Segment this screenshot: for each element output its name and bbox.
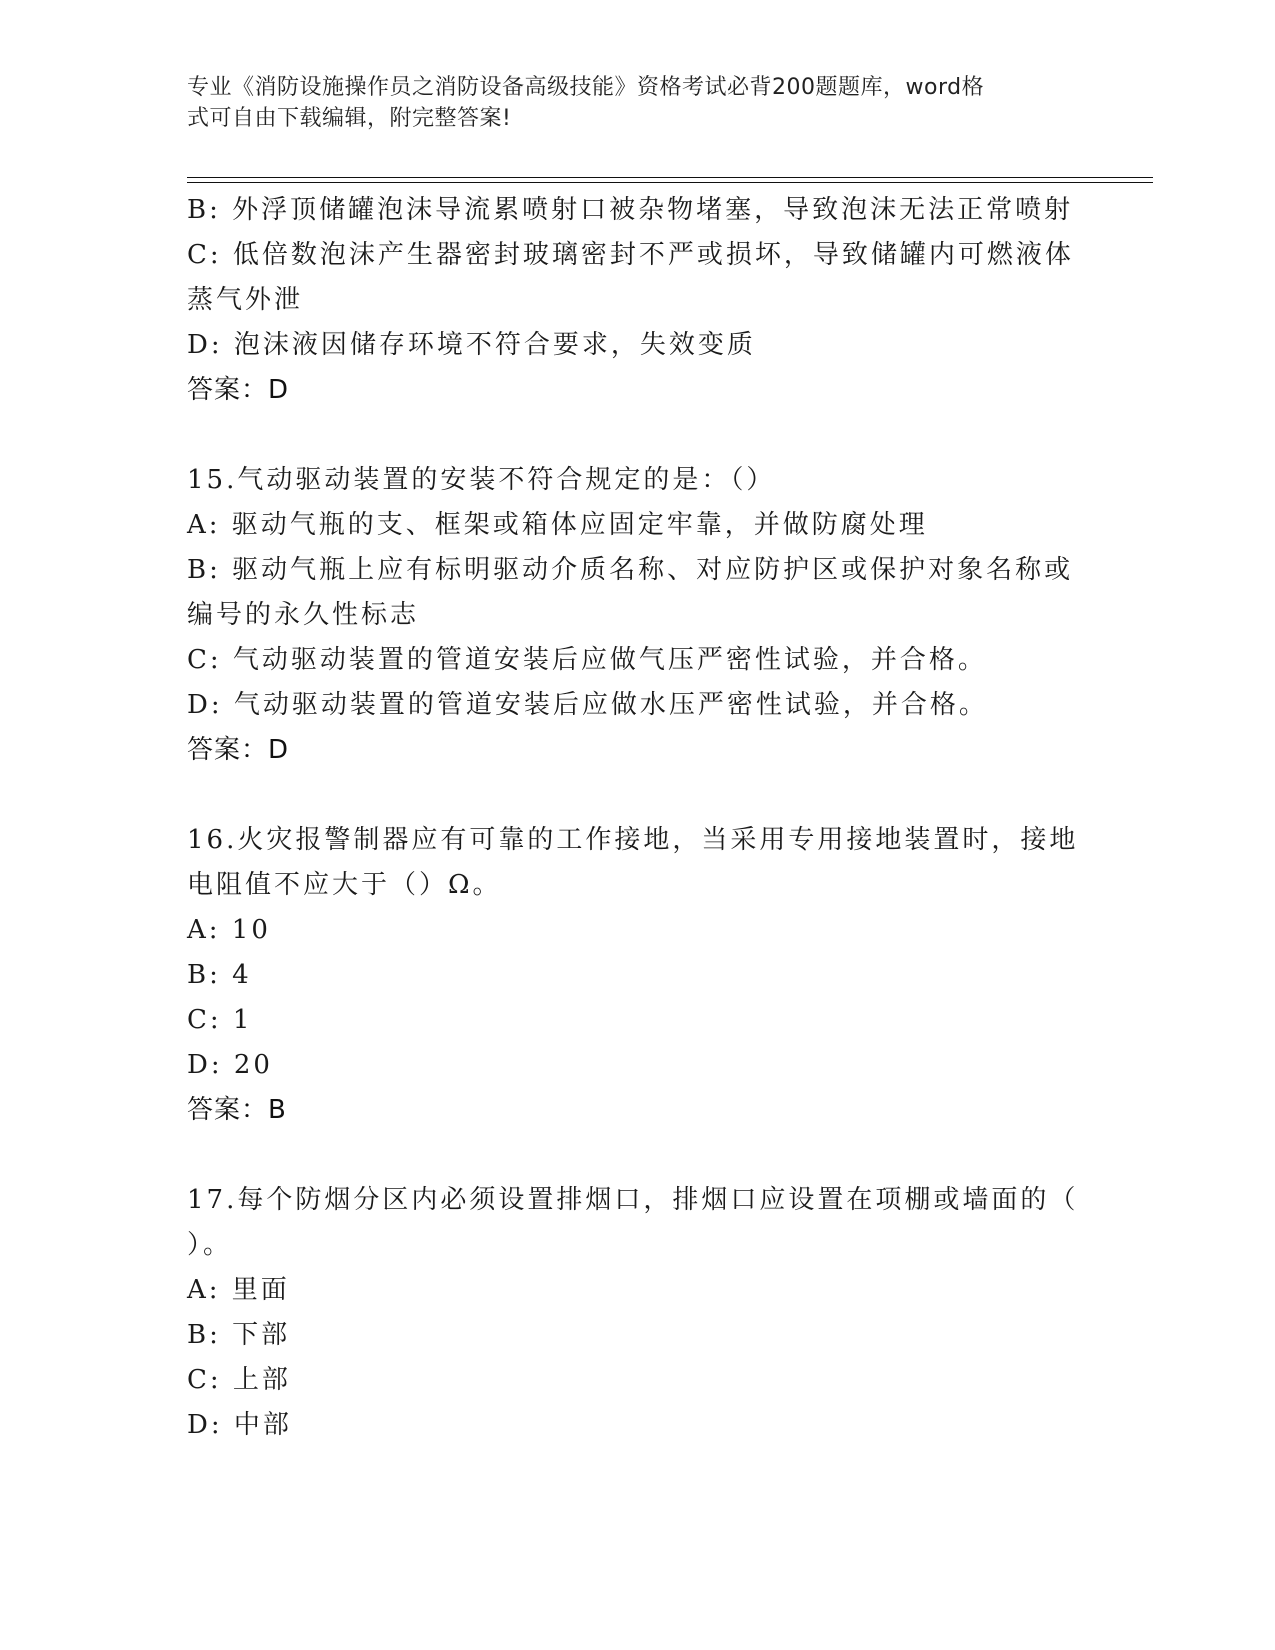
q16-answer: 答案：B <box>187 1095 287 1125</box>
q14-answer: 答案：D <box>187 375 290 405</box>
q17-option-b: B: 下部 <box>187 1320 291 1350</box>
q17-option-d: D: 中部 <box>187 1410 292 1440</box>
q15-option-a: A: 驱动气瓶的支、框架或箱体应固定牢靠，并做防腐处理 <box>187 510 928 540</box>
question-17 <box>187 1178 1087 1448</box>
q17-option-c: C: 上部 <box>187 1365 291 1395</box>
spacer <box>187 773 1087 818</box>
q14-option-c-line-2: 蒸气外泄 <box>187 285 304 315</box>
q15-answer: 答案：D <box>187 735 290 765</box>
q16-stem-line-1: 16.火灾报警制器应有可靠的工作接地，当采用专用接地装置时，接地 <box>187 825 1079 855</box>
question-14-tail <box>187 188 1087 413</box>
header-divider-bottom <box>187 182 1153 183</box>
q17-stem-line-1: 17.每个防烟分区内必须设置排烟口，排烟口应设置在项棚或墙面的（ <box>187 1185 1079 1215</box>
page-header <box>187 72 1067 134</box>
q16-option-d: D: 20 <box>187 1050 273 1080</box>
q16-option-b: B: 4 <box>187 960 252 990</box>
q15-option-b-line-1: B: 驱动气瓶上应有标明驱动介质名称、对应防护区或保护对象名称或 <box>187 555 1074 585</box>
q15-option-c: C: 气动驱动装置的管道安装后应做气压严密性试验，并合格。 <box>187 645 987 675</box>
q14-option-b: B: 外浮顶储罐泡沫导流累喷射口被杂物堵塞，导致泡沫无法正常喷射 <box>187 195 1074 225</box>
q16-option-c: C: 1 <box>187 1005 253 1035</box>
header-line-2: 式可自由下载编辑，附完整答案! <box>187 106 512 131</box>
q15-option-d: D: 气动驱动装置的管道安装后应做水压严密性试验，并合格。 <box>187 690 988 720</box>
question-content <box>187 188 1087 1448</box>
q16-stem-line-2: 电阻值不应大于（）Ω。 <box>187 870 502 900</box>
q14-option-c-line-1: C: 低倍数泡沫产生器密封玻璃密封不严或损坏，导致储罐内可燃液体 <box>187 240 1074 270</box>
header-divider-top <box>187 177 1153 178</box>
q17-option-a: A: 里面 <box>187 1275 290 1305</box>
question-15 <box>187 458 1087 773</box>
q16-option-a: A: 10 <box>187 915 271 945</box>
q14-option-d: D: 泡沫液因储存环境不符合要求，失效变质 <box>187 330 756 360</box>
spacer <box>187 413 1087 458</box>
q15-stem: 15.气动驱动装置的安装不符合规定的是：（） <box>187 465 776 495</box>
header-line-1: 专业《消防设施操作员之消防设备高级技能》资格考试必背200题题库，word格 <box>187 75 985 100</box>
q15-option-b-line-2: 编号的永久性标志 <box>187 600 420 630</box>
question-16 <box>187 818 1087 1133</box>
q17-stem-line-2: ）。 <box>187 1230 233 1260</box>
spacer <box>187 1133 1087 1178</box>
